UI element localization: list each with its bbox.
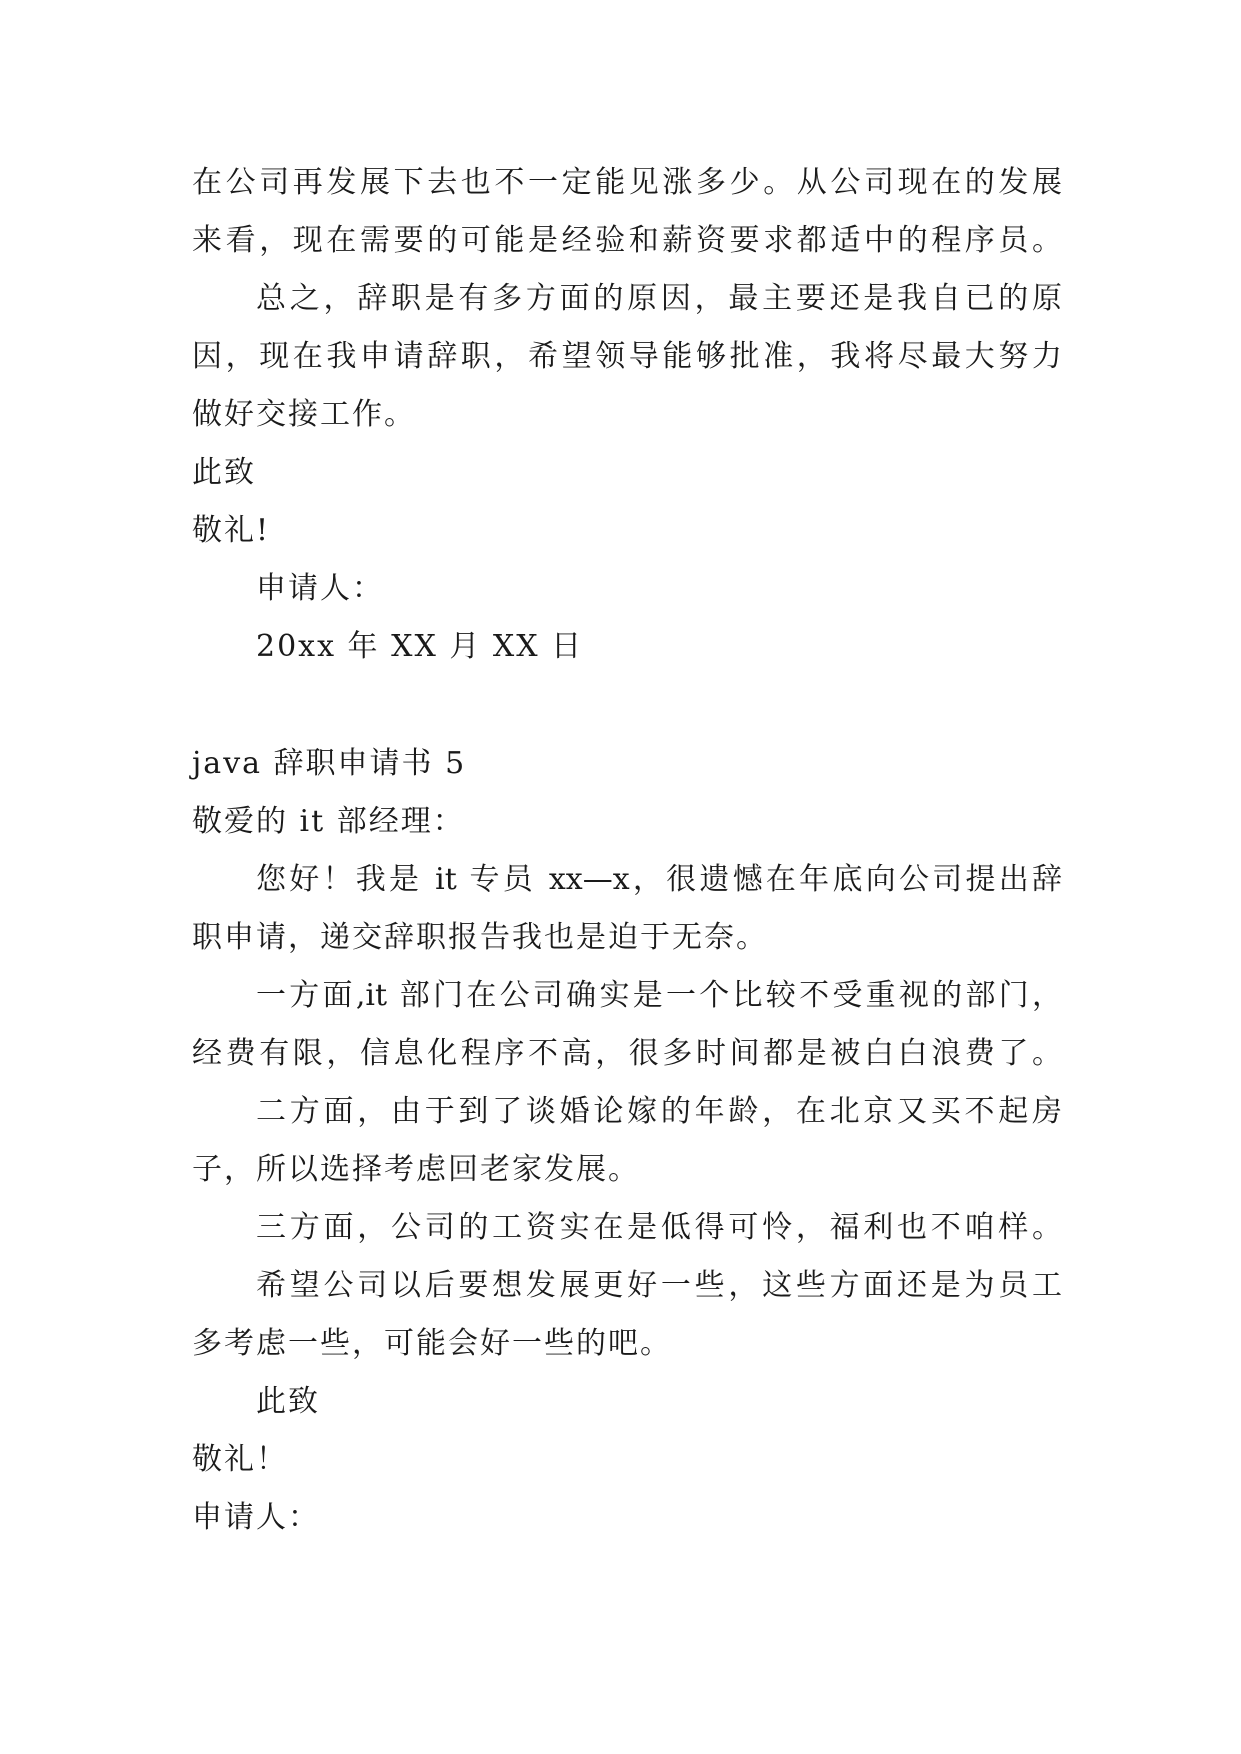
letter5-para5-line1: 希望公司以后要想发展更好一些，这些方面还是为员工 xyxy=(256,1268,1062,1303)
letter4-date: 20xx 年 XX 月 XX 日 xyxy=(256,629,584,664)
letter5-title: java 辞职申请书 5 xyxy=(192,746,467,781)
letter4-para1-line1: 在公司再发展下去也不一定能见涨多少。从公司现在的发展 xyxy=(192,165,1062,200)
letter4-applicant: 申请人： xyxy=(256,571,384,606)
letter5-para1-line1: 您好！我是 it 专员 xx—x，很遗憾在年底向公司提出辞 xyxy=(256,862,1062,897)
letter5-closing-regards: 此致 xyxy=(256,1384,320,1419)
letter5-para5-line2: 多考虑一些，可能会好一些的吧。 xyxy=(192,1326,672,1361)
letter5-para4-line1: 三方面，公司的工资实在是低得可怜，福利也不咱样。 xyxy=(256,1210,1062,1245)
letter4-para2-line3: 做好交接工作。 xyxy=(192,397,416,432)
letter5-closing-salute: 敬礼！ xyxy=(192,1442,288,1477)
letter5-para3-line1: 二方面，由于到了谈婚论嫁的年龄，在北京又买不起房 xyxy=(256,1094,1062,1129)
letter5-para2-line1: 一方面,it 部门在公司确实是一个比较不受重视的部门， xyxy=(256,978,1062,1013)
letter5-para3-line2: 子，所以选择考虑回老家发展。 xyxy=(192,1152,640,1187)
letter4-para2-line2: 因，现在我申请辞职，希望领导能够批准，我将尽最大努力 xyxy=(192,339,1062,374)
letter5-applicant: 申请人： xyxy=(192,1500,320,1535)
letter4-closing-salute: 敬礼! xyxy=(192,513,271,548)
letter5-salutation: 敬爱的 it 部经理： xyxy=(192,804,465,839)
letter4-para1-line2: 来看，现在需要的可能是经验和薪资要求都适中的程序员。 xyxy=(192,223,1062,258)
letter5-para2-line2: 经费有限，信息化程序不高，很多时间都是被白白浪费了。 xyxy=(192,1036,1062,1071)
letter4-closing-regards: 此致 xyxy=(192,455,256,490)
letter5-para1-line2: 职申请，递交辞职报告我也是迫于无奈。 xyxy=(192,920,768,955)
letter4-para2-line1: 总之，辞职是有多方面的原因，最主要还是我自已的原 xyxy=(256,281,1062,316)
